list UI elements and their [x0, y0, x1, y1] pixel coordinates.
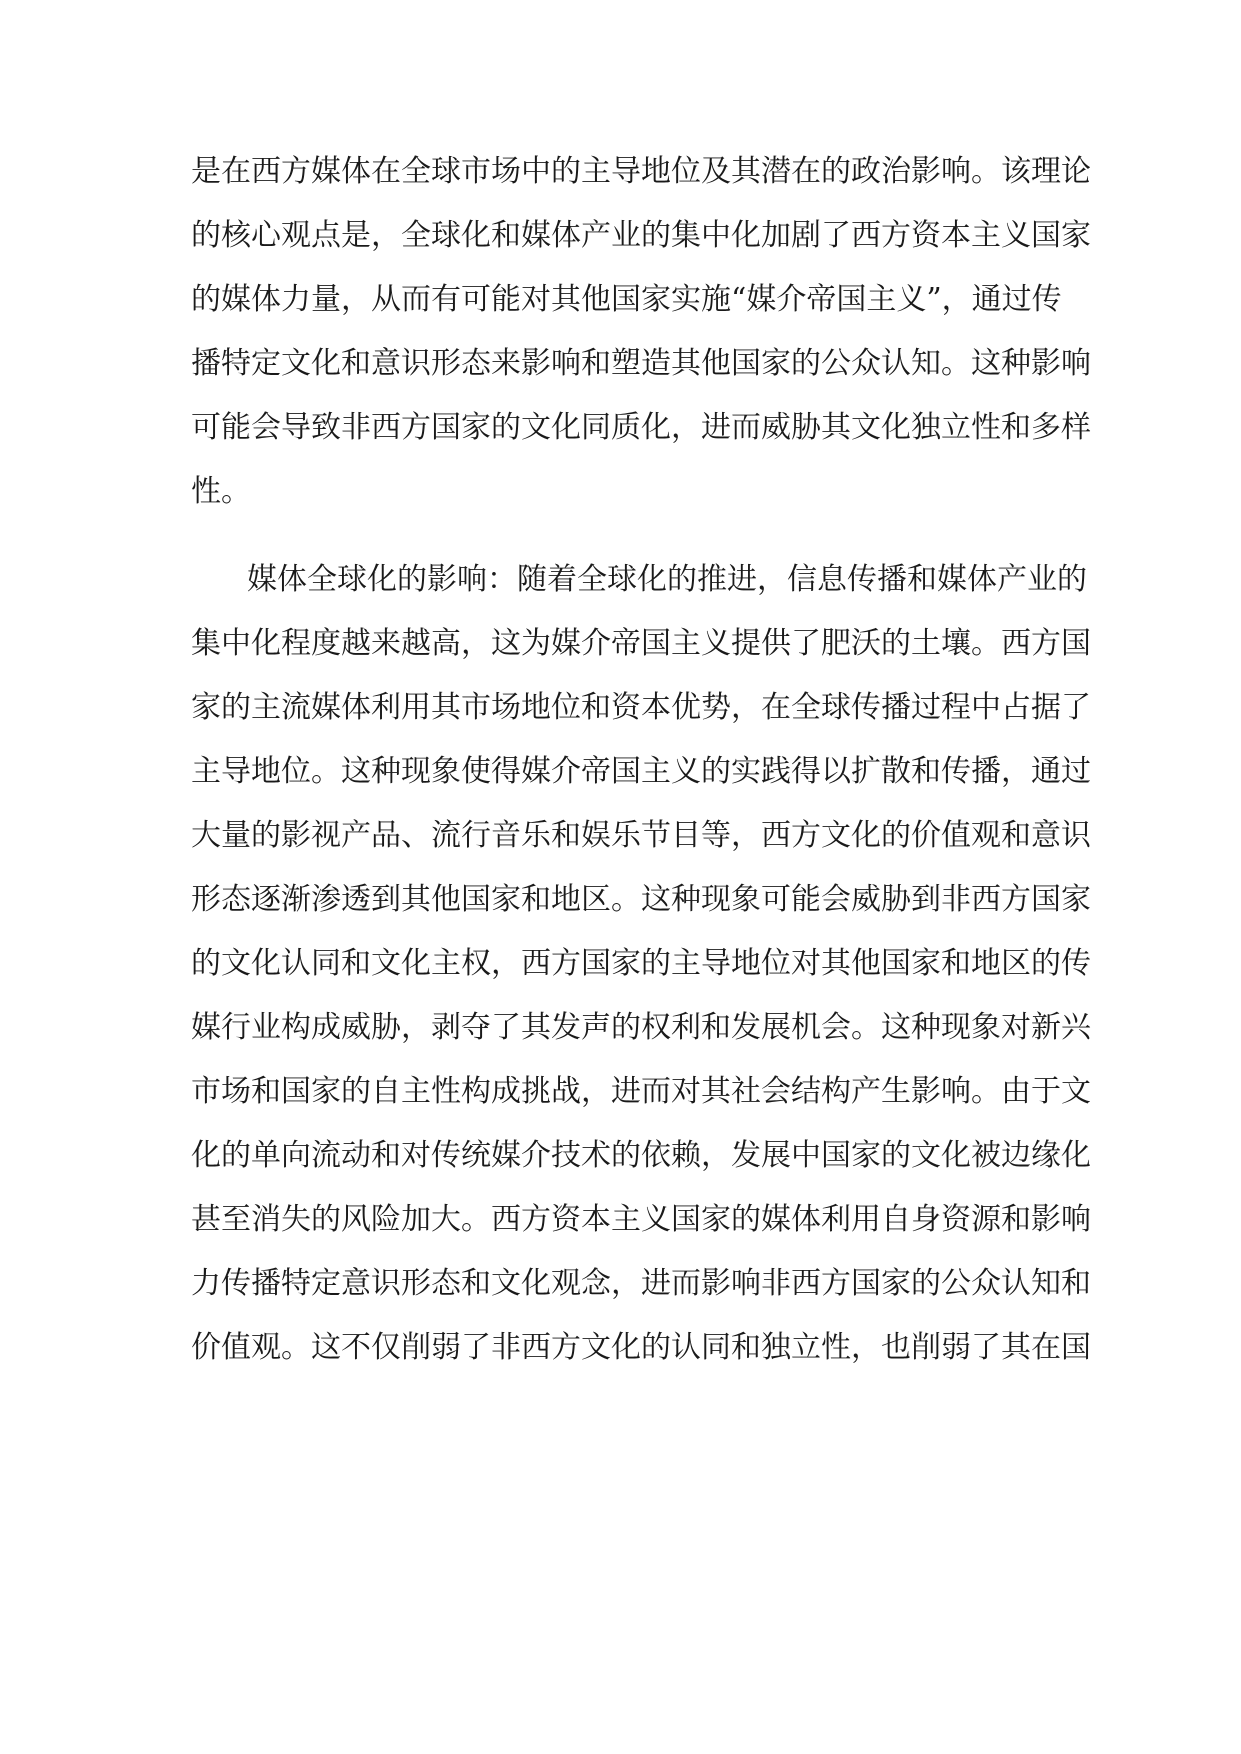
- text-line: 市场和国家的自主性构成挑战，进而对其社会结构产生影响。由于文: [191, 1074, 1091, 1109]
- text-line: 家的主流媒体利用其市场地位和资本优势，在全球传播过程中占据了: [191, 690, 1091, 725]
- text-line: 主导地位。这种现象使得媒介帝国主义的实践得以扩散和传播，通过: [191, 754, 1091, 789]
- text-line: 媒行业构成威胁，剥夺了其发声的权利和发展机会。这种现象对新兴: [191, 1010, 1091, 1045]
- text-line: 播特定文化和意识形态来影响和塑造其他国家的公众认知。这种影响: [191, 346, 1091, 381]
- text-line: 集中化程度越来越高，这为媒介帝国主义提供了肥沃的土壤。西方国: [191, 626, 1091, 661]
- text-line: 大量的影视产品、流行音乐和娱乐节目等，西方文化的价值观和意识: [191, 818, 1091, 853]
- text-line: 形态逐渐渗透到其他国家和地区。这种现象可能会威胁到非西方国家: [191, 882, 1091, 917]
- text-line: 化的单向流动和对传统媒介技术的依赖，发展中国家的文化被边缘化: [191, 1138, 1091, 1173]
- paragraph-1: [191, 140, 1091, 524]
- text-line: 可能会导致非西方国家的文化同质化，进而威胁其文化独立性和多样: [191, 410, 1091, 445]
- text-line: 价值观。这不仅削弱了非西方文化的认同和独立性，也削弱了其在国: [191, 1330, 1091, 1365]
- text-line: 的核心观点是，全球化和媒体产业的集中化加剧了西方资本主义国家: [191, 218, 1091, 253]
- text-line: 媒体全球化的影响：随着全球化的推进，信息传播和媒体产业的: [247, 562, 1087, 597]
- paragraph-2: [191, 548, 1091, 1380]
- paragraph-spacer: [191, 524, 1055, 548]
- text-line: 的文化认同和文化主权，西方国家的主导地位对其他国家和地区的传: [191, 946, 1091, 981]
- text-line: 性。: [191, 474, 251, 509]
- text-line: 力传播特定意识形态和文化观念，进而影响非西方国家的公众认知和: [191, 1266, 1091, 1301]
- text-line: 是在西方媒体在全球市场中的主导地位及其潜在的政治影响。该理论: [191, 154, 1091, 189]
- body-text: [191, 140, 1091, 1380]
- text-line: 的媒体力量，从而有可能对其他国家实施“媒介帝国主义”，通过传: [191, 282, 1062, 317]
- text-line: 甚至消失的风险加大。西方资本主义国家的媒体利用自身资源和影响: [191, 1202, 1091, 1237]
